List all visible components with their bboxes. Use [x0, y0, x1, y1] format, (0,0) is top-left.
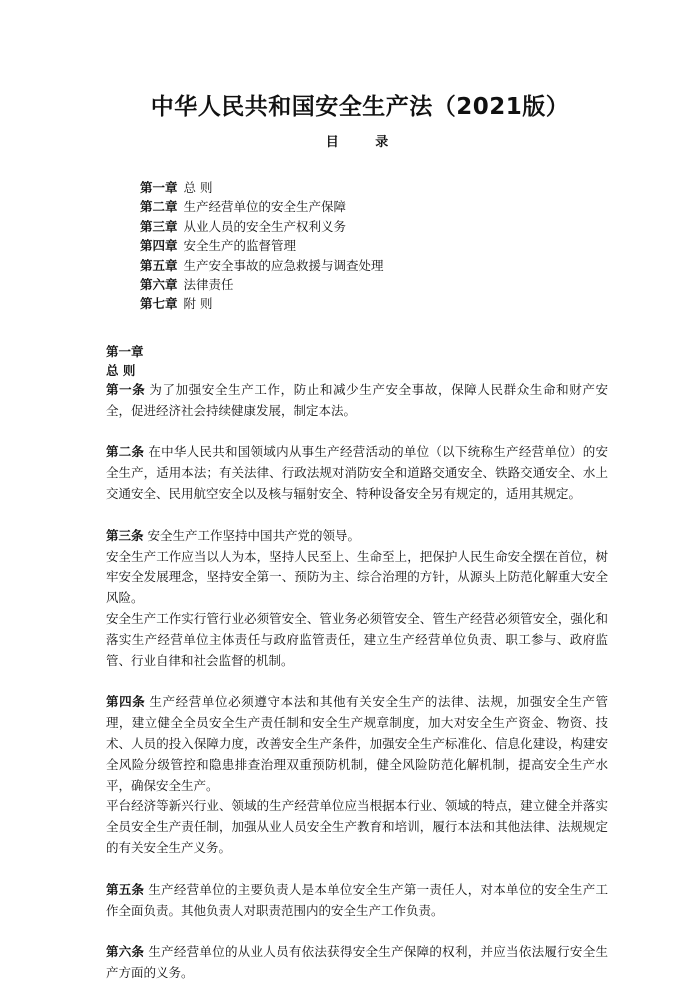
toc-item-chapter-2 — [140, 197, 608, 216]
article-number: 第五条 — [106, 881, 145, 897]
toc-chapter-title: 总 则 — [183, 180, 213, 195]
toc-item-chapter-1 — [140, 178, 608, 197]
article-paragraph — [106, 380, 608, 422]
toc-chapter-number: 第二章 — [140, 199, 178, 215]
article-text: 为了加强安全生产工作，防止和减少生产安全事故，保障人民群众生命和财产安全，促进经济社会持续健康发展，制定本法。 — [106, 381, 608, 418]
toc-item-chapter-4 — [140, 236, 608, 255]
toc-chapter-title: 生产安全事故的应急救援与调查处理 — [183, 257, 384, 273]
toc-item-chapter-7 — [140, 294, 608, 313]
article-2 — [106, 442, 608, 504]
article-number: 第一条 — [106, 381, 146, 397]
document-title: 中华人民共和国安全生产法（2021版） — [150, 94, 570, 120]
toc-chapter-title: 从业人员的安全生产权利义务 — [183, 218, 347, 234]
article-paragraph — [106, 880, 608, 922]
toc-item-chapter-3 — [140, 217, 608, 236]
article-text: 安全生产工作坚持中国共产党的领导。 — [147, 527, 361, 543]
toc-chapter-number: 第六章 — [140, 277, 178, 293]
article-paragraph — [106, 526, 608, 547]
article-paragraph — [106, 942, 608, 984]
toc-chapter-number: 第四章 — [140, 238, 178, 254]
article-paragraph — [106, 442, 608, 504]
toc-chapter-number: 第三章 — [140, 218, 178, 234]
article-5 — [106, 880, 608, 922]
article-3 — [106, 526, 608, 672]
toc-item-chapter-5 — [140, 256, 608, 275]
article-paragraph — [106, 692, 608, 796]
toc-heading: 目 录 — [325, 135, 405, 150]
article-text: 生产经营单位的从业人员有依法获得安全生产保障的权利，并应当依法履行安全生产方面的义务。 — [106, 944, 608, 981]
article-6 — [106, 942, 608, 984]
article-paragraph: 安全生产工作实行管行业必须管安全、管业务必须管安全、管生产经营必须管安全，强化和落实生产经营单位主体责任与政府监管责任，建立生产经营单位负责、职工参与、政府监管、行业自律和社会监督的机制。 — [106, 611, 608, 668]
article-number: 第六条 — [106, 944, 145, 960]
article-number: 第四条 — [106, 694, 146, 710]
toc-chapter-number: 第一章 — [140, 180, 178, 195]
article-number: 第二条 — [106, 444, 145, 460]
toc-chapter-title: 生产经营单位的安全生产保障 — [183, 199, 347, 215]
article-text: 在中华人民共和国领域内从事生产经营活动的单位（以下统称生产经营单位）的安全生产，适用本法；有关法律、行政法规对消防安全和道路交通安全、铁路交通安全、水上交通安全、民用航空安全以及核与辐射安全、特种设备安全另有规定的，适用其规定。 — [106, 444, 608, 502]
article-text: 生产经营单位的主要负责人是本单位安全生产第一责任人，对本单位的安全生产工作全面负责。其他负责人对职责范围内的安全生产工作负责。 — [106, 881, 608, 918]
toc-chapter-title: 安全生产的监督管理 — [183, 238, 297, 254]
table-of-contents — [140, 178, 608, 314]
article-paragraph: 平台经济等新兴行业、领域的生产经营单位应当根据本行业、领域的特点，建立健全并落实全员安全生产责任制，加强从业人员安全生产教育和培训，履行本法和其他法律、法规规定的有关安全生产义务。 — [106, 798, 608, 855]
chapter-title: 总 则 — [106, 362, 136, 378]
article-number: 第三条 — [106, 527, 144, 543]
toc-chapter-title: 附 则 — [183, 296, 213, 312]
article-1 — [106, 380, 608, 422]
chapter-number: 第一章 — [106, 343, 144, 359]
article-paragraph: 安全生产工作应当以人为本，坚持人民至上、生命至上，把保护人民生命安全摆在首位，树牢安全发展理念，坚持安全第一、预防为主、综合治理的方针，从源头上防范化解重大安全风险。 — [106, 548, 608, 606]
article-text: 生产经营单位必须遵守本法和其他有关安全生产的法律、法规，加强安全生产管理，建立健全全员安全生产责任制和安全生产规章制度，加大对安全生产资金、物资、技术、人员的投入保障力度，改善安全生产条件，加强安全生产标准化、信息化建设，构建安全风险分级管控和隐患排查治理双重预防机制，健全风险防范化解机制，提高安全生产水平，确保安全生产。 — [106, 694, 608, 793]
toc-chapter-number: 第五章 — [140, 257, 178, 273]
article-4 — [106, 692, 608, 858]
toc-item-chapter-6 — [140, 275, 608, 294]
toc-chapter-number: 第七章 — [140, 296, 178, 312]
toc-chapter-title: 法律责任 — [183, 277, 234, 293]
